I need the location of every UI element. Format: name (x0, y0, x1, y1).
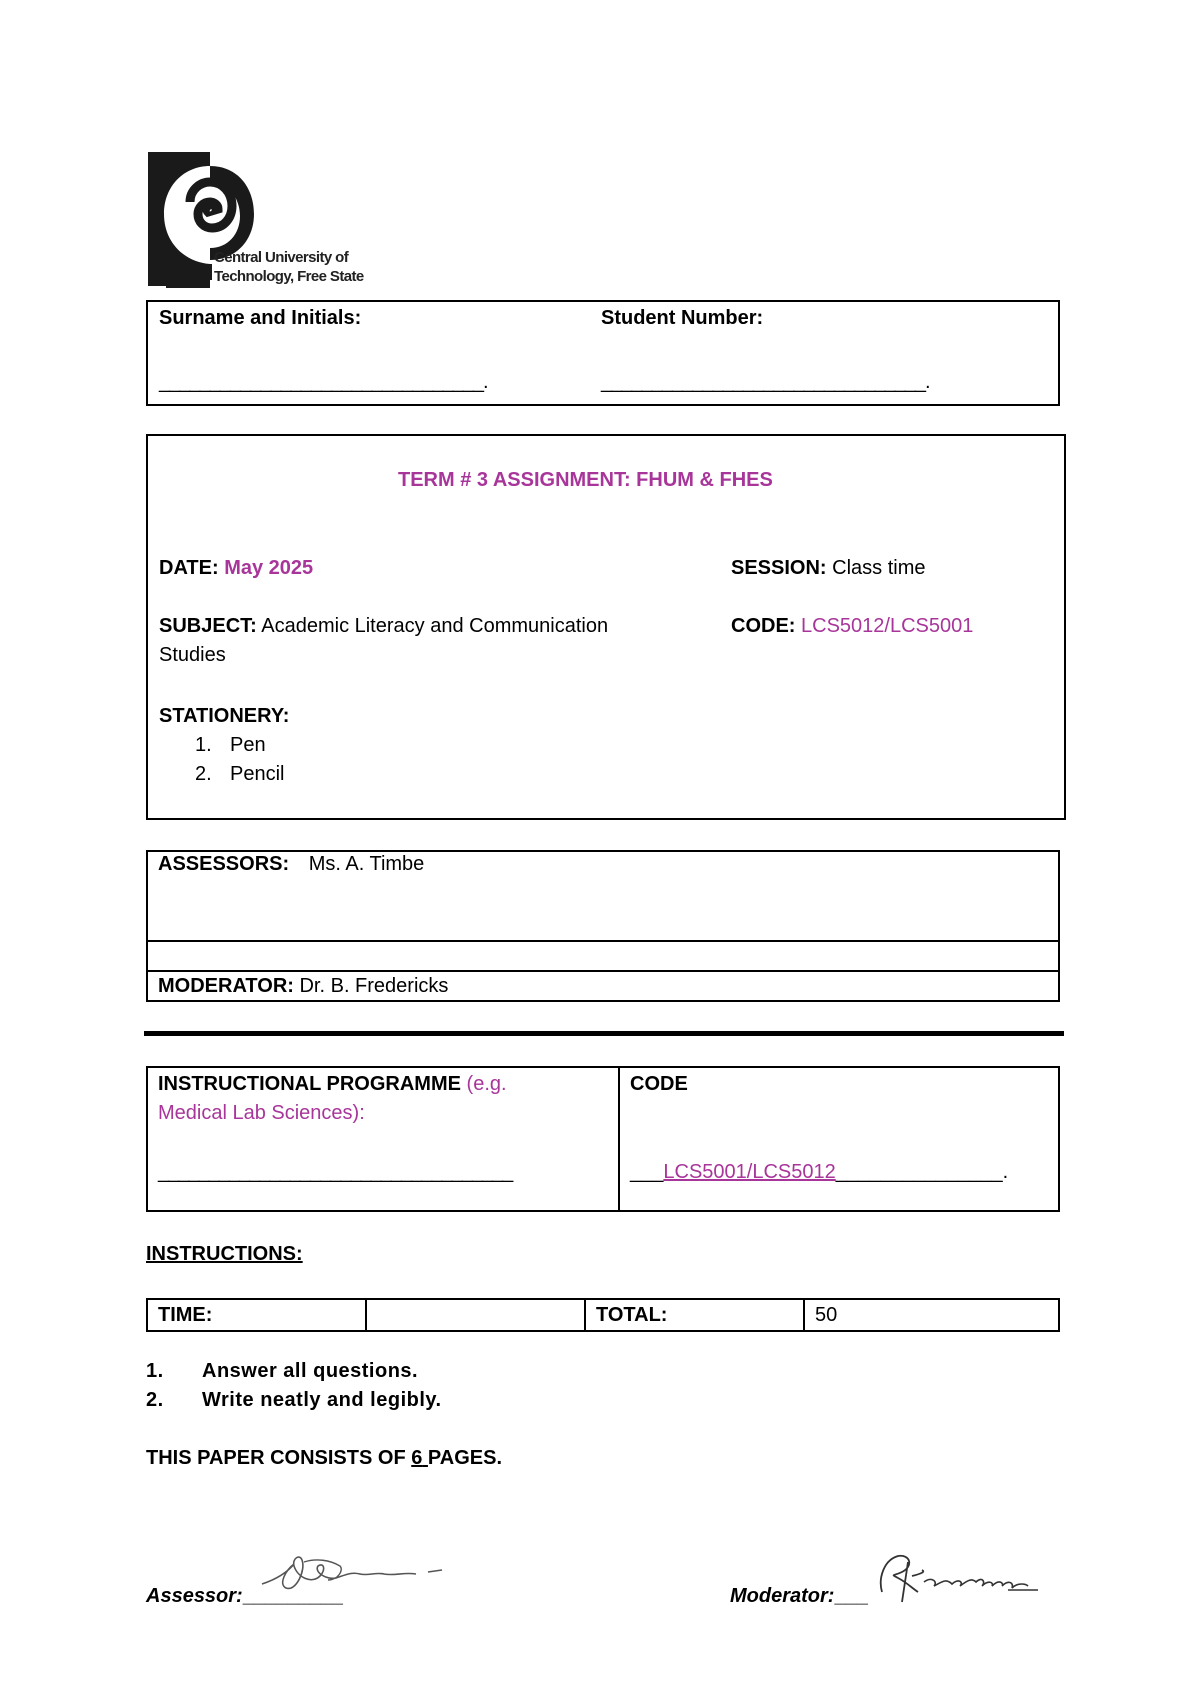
surname-label: Surname and Initials: (159, 307, 362, 329)
date-row (159, 554, 313, 583)
stationery-item (195, 731, 266, 760)
subject-value-line1: Academic Literacy and Communication (261, 615, 609, 637)
assessors-cell (147, 851, 1059, 941)
assignment-title: TERM # 3 ASSIGNMENT: FHUM & FHES (398, 469, 773, 491)
logo-text-line1: Central University of (214, 249, 349, 266)
student-number-label: Student Number: (601, 307, 764, 329)
programme-code-value: LCS5001/LCS5012 (663, 1161, 836, 1183)
university-logo (148, 152, 378, 292)
moderator-value: Dr. B. Fredericks (299, 974, 449, 997)
code-label: CODE: (731, 615, 796, 637)
programme-code-label: CODE (630, 1073, 688, 1095)
time-label: TIME: (147, 1299, 366, 1331)
date-value: May 2025 (224, 557, 314, 579)
programme-example-line2: Medical Lab Sciences): (158, 1102, 365, 1124)
logo-text-line2: Technology, Free State (214, 268, 364, 285)
stationery-item (195, 760, 284, 789)
moderator-sign-line: ___ (834, 1585, 868, 1607)
subject-row (159, 612, 679, 670)
pages-count: 6 (411, 1447, 423, 1469)
assessor-signature-line (146, 1582, 343, 1611)
programme-table (146, 1066, 1060, 1212)
assessor-line: _________ (242, 1585, 343, 1607)
instruction-item-num: 1. (146, 1360, 164, 1382)
assessors-blank-row (147, 941, 1059, 971)
pages-prefix: THIS PAPER CONSISTS OF (146, 1447, 406, 1469)
programme-label: INSTRUCTIONAL PROGRAMME (158, 1073, 461, 1095)
stationery-item-text: Pen (230, 734, 266, 756)
assessors-table (146, 850, 1060, 1002)
code-row (731, 612, 973, 641)
programme-code-prefix: ___ (630, 1161, 664, 1183)
instructions-heading: INSTRUCTIONS: (146, 1243, 303, 1265)
session-label: SESSION: (731, 557, 827, 579)
subject-value-line2: Studies (159, 644, 226, 666)
total-label: TOTAL: (585, 1299, 804, 1331)
code-value: LCS5012/LCS5001 (801, 615, 974, 637)
stationery-item-text: Pencil (230, 763, 285, 785)
moderator-sign-label: Moderator: (730, 1585, 835, 1607)
assignment-header-box (146, 434, 1066, 820)
programme-code-cell (619, 1067, 1059, 1211)
moderator-signature-line (730, 1582, 868, 1611)
instruction-item (146, 1357, 418, 1386)
student-details-box (146, 300, 1060, 406)
programme-cell (147, 1067, 619, 1211)
assessors-value: Ms. A. Timbe (308, 853, 425, 875)
subject-label: SUBJECT: (159, 615, 257, 637)
session-row (731, 554, 926, 583)
moderator-cell (147, 971, 1059, 1001)
instruction-item-text: Answer all questions. (202, 1360, 419, 1382)
assessor-label: Assessor: (146, 1585, 243, 1607)
session-value: Class time (832, 557, 926, 579)
assessors-label: ASSESSORS: (158, 853, 290, 875)
instruction-item (146, 1386, 442, 1415)
instruction-item-num: 2. (146, 1389, 164, 1411)
date-label: DATE: (159, 557, 219, 579)
programme-example-line1: (e.g. (466, 1073, 507, 1095)
stationery-item-num: 2. (195, 763, 212, 785)
instruction-item-text: Write neatly and legibly. (202, 1389, 442, 1411)
stationery-item-num: 1. (195, 734, 212, 756)
pages-suffix: PAGES. (427, 1447, 503, 1469)
student-number-field[interactable]: ________________________________. (601, 371, 930, 393)
stationery-label: STATIONERY: (159, 705, 290, 727)
programme-code-suffix: _______________. (835, 1161, 1009, 1183)
programme-code-field[interactable] (630, 1158, 1008, 1187)
pages-statement (146, 1444, 502, 1473)
time-total-table (146, 1298, 1060, 1332)
time-value (366, 1299, 585, 1331)
total-value: 50 (804, 1299, 1059, 1331)
moderator-label: MODERATOR: (158, 974, 294, 997)
moderator-signature (868, 1548, 1048, 1608)
section-divider (144, 1031, 1064, 1036)
surname-field[interactable]: ________________________________. (159, 371, 488, 393)
programme-field[interactable]: ___________________________________ (158, 1161, 513, 1183)
